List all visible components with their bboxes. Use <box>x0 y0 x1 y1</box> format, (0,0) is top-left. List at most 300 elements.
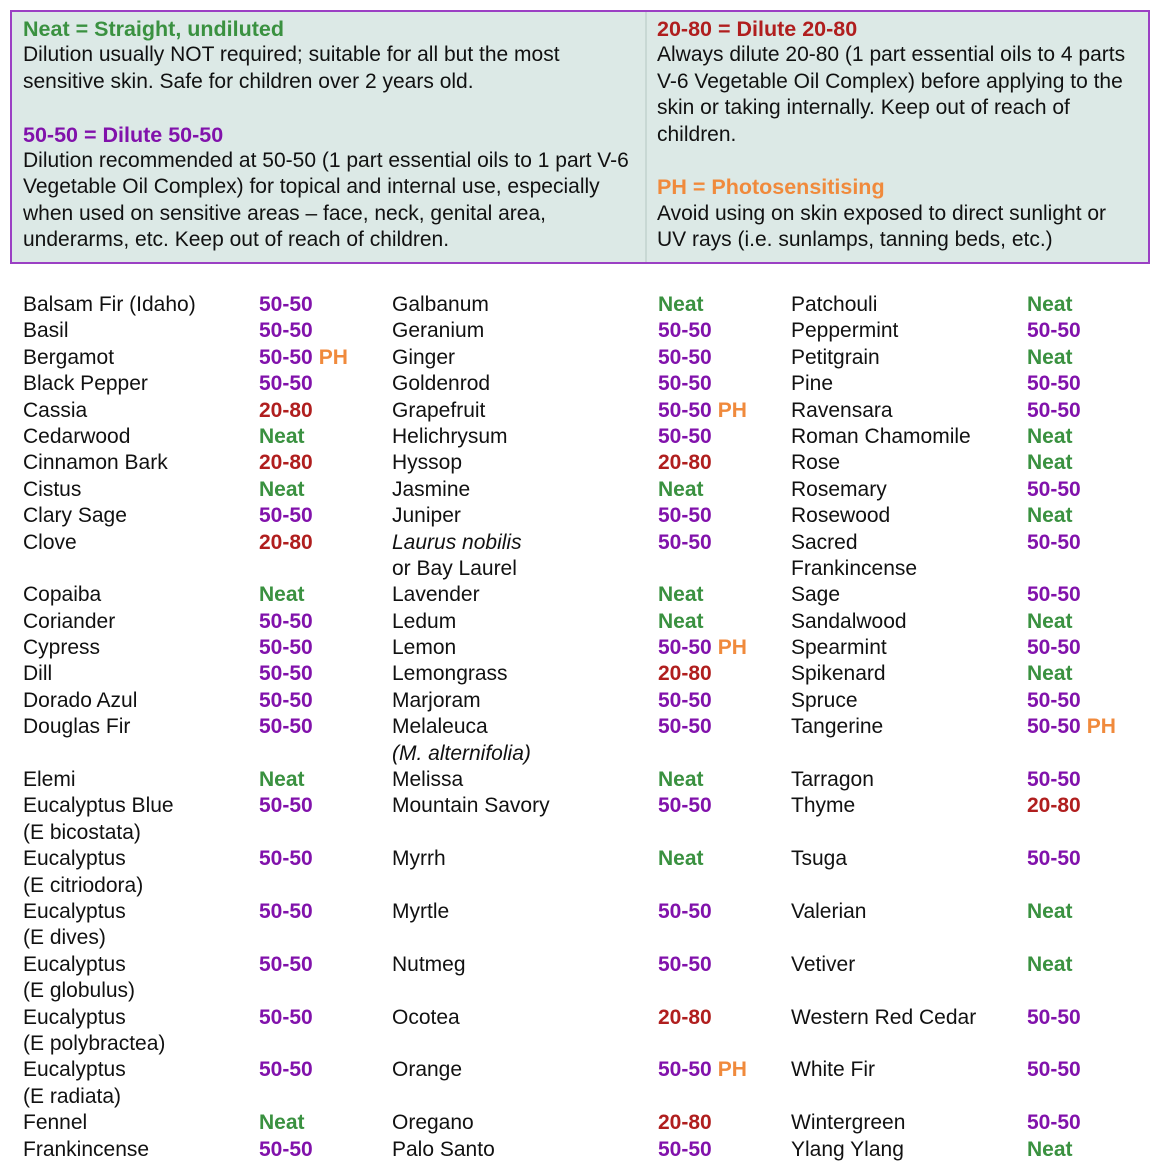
dilution-value <box>259 688 313 714</box>
photosensitising-badge: PH <box>1086 715 1116 739</box>
oil-name <box>392 292 489 318</box>
dilution-value <box>259 635 313 661</box>
dilution-value <box>259 952 313 978</box>
dilution-label: 50-50 <box>259 952 313 976</box>
oil-name <box>23 318 69 344</box>
dilution-value <box>259 292 313 318</box>
oil-name-subline: or Bay Laurel <box>392 556 517 580</box>
dilution-value <box>658 714 712 740</box>
oil-name <box>791 530 917 583</box>
oil-name <box>791 1057 875 1083</box>
oil-name <box>392 582 480 608</box>
dilution-label: 20-80 <box>259 451 313 475</box>
dilution-value <box>259 661 313 687</box>
oil-name <box>791 292 877 318</box>
dilution-value <box>259 1057 313 1083</box>
oil-name-line: Cypress <box>23 636 101 660</box>
twenty-legend-text: Always dilute 20-80 (1 part essential oils to 4 parts V-6 Vegetable Oil Complex) before applying to the skin or taking internally. Keep out of reach of children. <box>657 43 1126 146</box>
oil-name-line: Eucalyptus <box>23 900 126 924</box>
dilution-value <box>1027 899 1073 925</box>
dilution-value <box>1027 1110 1081 1136</box>
dilution-label: 20-80 <box>658 662 712 686</box>
dilution-label: 50-50 <box>658 398 712 422</box>
dilution-value <box>259 1137 313 1163</box>
ph-legend-title: PH = Photosensitising <box>657 175 885 200</box>
dilution-label: 50-50 <box>259 900 313 924</box>
oil-name <box>791 345 880 371</box>
oil-name <box>23 952 135 1005</box>
dilution-value <box>1027 793 1081 819</box>
dilution-value <box>259 503 313 529</box>
photosensitising-badge: PH <box>717 1058 747 1082</box>
dilution-value <box>259 846 313 872</box>
dilution-value <box>259 582 305 608</box>
dilution-label: 50-50 <box>658 688 712 712</box>
dilution-label: 50-50 <box>259 847 313 871</box>
oil-name <box>392 1057 462 1083</box>
dilution-label: 50-50 <box>259 372 313 396</box>
dilution-label: 50-50 <box>1027 319 1081 343</box>
oil-name-line: Coriander <box>23 609 116 633</box>
oil-name-line: Elemi <box>23 768 76 792</box>
dilution-value <box>1027 582 1081 608</box>
oil-name-line: Lavender <box>392 583 480 607</box>
dilution-value <box>658 661 712 687</box>
oil-name <box>392 371 490 397</box>
oil-name <box>392 952 466 978</box>
oil-name <box>392 345 455 371</box>
dilution-label: 50-50 <box>1027 1005 1081 1029</box>
oil-name <box>791 609 907 635</box>
dilution-label: Neat <box>658 609 704 633</box>
dilution-label: 50-50 <box>658 900 712 924</box>
dilution-value <box>658 1005 712 1031</box>
dilution-label: Neat <box>658 293 704 316</box>
oil-name-line: Palo Santo <box>392 1137 495 1161</box>
dilution-label: Neat <box>1027 952 1073 976</box>
dilution-value <box>1027 292 1073 318</box>
dilution-value <box>1027 1057 1081 1083</box>
photosensitising-badge: PH <box>318 345 348 369</box>
oil-name-line: Petitgrain <box>791 345 880 369</box>
oil-name <box>392 477 470 503</box>
oil-name <box>23 371 148 397</box>
oil-name-line: Fennel <box>23 1111 88 1135</box>
oil-name-line: Mountain Savory <box>392 794 550 818</box>
dilution-value <box>658 345 712 371</box>
dilution-value <box>658 846 704 872</box>
oil-name <box>23 609 115 635</box>
dilution-value <box>259 530 313 556</box>
dilution-label: 50-50 <box>259 504 313 528</box>
oil-name-line: Sacred <box>791 530 858 554</box>
dilution-label: 50-50 <box>1027 372 1081 396</box>
oil-name-line: Western Red Cedar <box>791 1005 977 1029</box>
dilution-label: 50-50 <box>658 715 712 739</box>
oil-name-subline: (E polybractea) <box>23 1032 166 1056</box>
oil-name-line: Nutmeg <box>392 952 466 976</box>
dilution-value <box>259 450 313 476</box>
oil-name-line: Balsam Fir (Idaho) <box>23 293 196 316</box>
dilution-value <box>658 582 704 608</box>
dilution-label: Neat <box>1027 1137 1073 1161</box>
oil-name <box>23 1005 165 1058</box>
oil-name-line: Vetiver <box>791 952 856 976</box>
dilution-label: 50-50 <box>1027 477 1081 501</box>
oil-name-line: Grapefruit <box>392 398 486 422</box>
oil-name <box>791 477 887 503</box>
dilution-label: 50-50 <box>658 319 712 343</box>
dilution-label: Neat <box>658 477 704 501</box>
oil-name <box>791 1005 976 1031</box>
dilution-label: 50-50 <box>1027 398 1081 422</box>
dilution-label: 50-50 <box>658 530 712 554</box>
oil-name <box>23 477 81 503</box>
oil-name-line: Basil <box>23 319 69 343</box>
dilution-value <box>259 1110 305 1136</box>
dilution-value <box>1027 450 1073 476</box>
dilution-value <box>1027 714 1116 740</box>
dilution-label: Neat <box>1027 345 1073 369</box>
dilution-value <box>259 793 313 819</box>
oil-name-line: Myrtle <box>392 900 450 924</box>
dilution-label: 50-50 <box>1027 636 1081 660</box>
oil-name-line: Ginger <box>392 345 456 369</box>
dilution-label: Neat <box>1027 609 1073 633</box>
ph-legend-text: Avoid using on skin exposed to direct sunlight or UV rays (i.e. sunlamps, tanning beds, etc.) <box>657 201 1107 252</box>
oil-name-subline: (E globulus) <box>23 979 136 1003</box>
dilution-label: Neat <box>1027 424 1073 448</box>
dilution-value <box>658 424 712 450</box>
dilution-label: 50-50 <box>1027 768 1081 792</box>
oil-name-line: Wintergreen <box>791 1111 906 1135</box>
dilution-label: Neat <box>259 1111 305 1135</box>
dilution-label: 50-50 <box>1027 530 1081 554</box>
dilution-value <box>658 1057 747 1083</box>
oil-name <box>791 952 855 978</box>
oil-name <box>791 846 847 872</box>
oil-name-line: Marjoram <box>392 688 481 712</box>
oil-name-line: Tsuga <box>791 847 848 871</box>
dilution-legend <box>10 10 1150 264</box>
dilution-value <box>1027 1137 1073 1163</box>
oil-name <box>23 1057 126 1110</box>
dilution-value <box>259 398 313 424</box>
dilution-label: 50-50 <box>259 1137 313 1161</box>
oil-name-subline: (E dives) <box>23 926 106 950</box>
dilution-label: 50-50 <box>658 952 712 976</box>
dilution-value <box>259 767 305 793</box>
oil-name-line: Lemongrass <box>392 662 508 686</box>
dilution-label: 50-50 <box>259 636 313 660</box>
dilution-label: 50-50 <box>658 424 712 448</box>
oil-name <box>392 793 550 819</box>
dilution-label: 50-50 <box>658 1058 712 1082</box>
oil-name-line: Valerian <box>791 900 867 924</box>
oil-name <box>392 767 463 793</box>
oil-name-line: Clove <box>23 530 77 554</box>
dilution-label: Neat <box>658 583 704 607</box>
oil-name <box>392 1137 495 1163</box>
dilution-value <box>259 714 313 740</box>
dilution-value <box>1027 635 1081 661</box>
oil-name <box>23 450 168 476</box>
oil-name <box>392 688 481 714</box>
dilution-label: 50-50 <box>658 504 712 528</box>
dilution-value <box>1027 846 1081 872</box>
oil-name-line: Myrrh <box>392 847 446 871</box>
oil-name-line: Frankincense <box>23 1137 150 1161</box>
dilution-label: 50-50 <box>658 636 712 660</box>
dilution-value <box>1027 661 1073 687</box>
oil-name-line: Galbanum <box>392 293 489 316</box>
oil-name-line: Sage <box>791 583 841 607</box>
dilution-value <box>658 952 712 978</box>
dilution-value <box>259 424 305 450</box>
dilution-label: 50-50 <box>259 662 313 686</box>
oil-name <box>791 1137 904 1163</box>
twenty-legend-title: 20-80 = Dilute 20-80 <box>657 17 858 41</box>
oil-name-line: Cinnamon Bark <box>23 451 168 475</box>
dilution-value <box>259 1005 313 1031</box>
oil-name <box>791 899 867 925</box>
dilution-label: Neat <box>658 768 704 792</box>
oil-name <box>23 846 143 899</box>
fifty-legend-title: 50-50 = Dilute 50-50 <box>23 122 224 147</box>
neat-legend-text: Dilution usually NOT required; suitable for all but the most sensitive skin. Safe for children over 2 years old. <box>23 43 560 93</box>
dilution-value <box>1027 952 1073 978</box>
oil-name-line: Sandalwood <box>791 609 907 633</box>
oil-name <box>791 582 840 608</box>
dilution-label: 50-50 <box>658 372 712 396</box>
oil-name <box>791 371 833 397</box>
oil-name-line: Bergamot <box>23 345 115 369</box>
dilution-value <box>259 899 313 925</box>
oil-name-line: Geranium <box>392 319 485 343</box>
oil-name <box>791 318 898 344</box>
dilution-label: Neat <box>1027 900 1073 924</box>
oil-name <box>23 582 101 608</box>
dilution-label: 20-80 <box>658 1111 712 1135</box>
oil-name-line: Tarragon <box>791 768 874 792</box>
dilution-label: Neat <box>259 583 305 607</box>
oil-name-line: Clary Sage <box>23 504 127 528</box>
oil-name-line: Eucalyptus <box>23 1058 126 1082</box>
oil-name <box>392 635 456 661</box>
oil-name-line: Helichrysum <box>392 424 508 448</box>
dilution-value <box>1027 609 1073 635</box>
dilution-value <box>259 318 313 344</box>
dilution-label: Neat <box>1027 293 1073 316</box>
neat-legend-title: Neat = Straight, undiluted <box>23 17 285 41</box>
oil-name <box>23 767 76 793</box>
oil-name-line: Cedarwood <box>23 424 131 448</box>
oil-name <box>392 398 485 424</box>
dilution-value <box>1027 477 1081 503</box>
oil-name <box>23 1110 87 1136</box>
dilution-value <box>1027 503 1073 529</box>
dilution-value <box>1027 371 1081 397</box>
oil-name-line: Eucalyptus <box>23 1005 126 1029</box>
dilution-value <box>259 609 313 635</box>
oil-name <box>23 503 127 529</box>
fifty-legend-text: Dilution recommended at 50-50 (1 part essential oils to 1 part V-6 Vegetable Oil Complex) for topical and internal use, especially when used on sensitive areas – face, neck, genital area, underarms, etc. Keep out of reach of children. <box>23 149 629 252</box>
oil-name <box>23 424 130 450</box>
photosensitising-badge: PH <box>717 398 747 422</box>
oil-name <box>23 688 137 714</box>
oil-name-line: Ravensara <box>791 398 893 422</box>
oil-name <box>791 767 874 793</box>
oil-name <box>23 793 174 846</box>
oil-name-line: Rosewood <box>791 504 891 528</box>
oil-name-line: Hyssop <box>392 451 463 475</box>
dilution-label: 50-50 <box>259 1005 313 1029</box>
oil-name <box>23 292 196 318</box>
dilution-label: 50-50 <box>1027 688 1081 712</box>
oil-name <box>392 846 446 872</box>
oil-name-subline: (M. alternifolia) <box>392 741 531 765</box>
dilution-value <box>658 767 704 793</box>
dilution-value <box>259 345 348 371</box>
dilution-value <box>1027 767 1081 793</box>
photosensitising-badge: PH <box>717 636 747 660</box>
dilution-value <box>658 899 712 925</box>
dilution-label: 50-50 <box>259 688 313 712</box>
oil-name-line: Ocotea <box>392 1005 460 1029</box>
oil-name <box>23 398 87 424</box>
oil-name <box>23 530 77 556</box>
oil-name <box>791 688 858 714</box>
oil-name <box>23 714 130 740</box>
dilution-value <box>259 371 313 397</box>
dilution-label: 50-50 <box>1027 715 1081 739</box>
oil-name <box>392 450 462 476</box>
oil-name <box>791 793 855 819</box>
oil-name-line: Laurus nobilis <box>392 530 522 554</box>
oil-name-line: Eucalyptus Blue <box>23 794 174 818</box>
dilution-label: 50-50 <box>259 293 313 316</box>
oil-name-line: Ledum <box>392 609 457 633</box>
dilution-label: 20-80 <box>1027 794 1081 818</box>
dilution-value <box>658 398 747 424</box>
oil-name <box>392 1005 460 1031</box>
dilution-label: Neat <box>259 477 305 501</box>
oil-name-line: Cassia <box>23 398 88 422</box>
oil-name-line: Spikenard <box>791 662 886 686</box>
dilution-label: 50-50 <box>259 609 313 633</box>
oil-name <box>791 398 893 424</box>
dilution-value <box>658 292 704 318</box>
oil-name <box>392 424 508 450</box>
dilution-label: Neat <box>259 424 305 448</box>
oil-name-line: Rosemary <box>791 477 887 501</box>
oil-name-line: Melissa <box>392 768 464 792</box>
dilution-label: 50-50 <box>259 1058 313 1082</box>
oil-name <box>791 661 886 687</box>
oil-name-line: Pine <box>791 372 834 396</box>
oil-name <box>392 318 484 344</box>
dilution-label: 50-50 <box>1027 847 1081 871</box>
dilution-label: 50-50 <box>1027 1111 1081 1135</box>
dilution-label: 50-50 <box>259 345 313 369</box>
oil-name-line: White Fir <box>791 1058 875 1082</box>
dilution-value <box>658 450 712 476</box>
dilution-label: 50-50 <box>1027 583 1081 607</box>
oil-name-line: Eucalyptus <box>23 847 126 871</box>
oil-name <box>392 530 522 583</box>
dilution-label: 20-80 <box>259 398 313 422</box>
oil-name-line: Spruce <box>791 688 858 712</box>
oil-name-line: Oregano <box>392 1111 474 1135</box>
oil-name <box>23 899 126 952</box>
oil-name <box>392 609 456 635</box>
oil-name <box>23 345 114 371</box>
dilution-label: 50-50 <box>658 345 712 369</box>
dilution-label: 50-50 <box>658 1137 712 1161</box>
dilution-label: 50-50 <box>259 715 313 739</box>
oil-name <box>791 450 840 476</box>
dilution-value <box>1027 1005 1081 1031</box>
dilution-label: 50-50 <box>259 319 313 343</box>
oil-name-subline: (E bicostata) <box>23 820 141 844</box>
oil-name-line: Cistus <box>23 477 82 501</box>
dilution-label: Neat <box>1027 451 1073 475</box>
oil-name-line: Thyme <box>791 794 856 818</box>
oil-name-line: Jasmine <box>392 477 471 501</box>
dilution-value <box>259 477 305 503</box>
dilution-value <box>1027 398 1081 424</box>
oil-name-line: Black Pepper <box>23 372 148 396</box>
oil-name-line: Copaiba <box>23 583 102 607</box>
dilution-label: 50-50 <box>259 794 313 818</box>
oil-name <box>392 503 461 529</box>
oil-name-line: Melaleuca <box>392 715 488 739</box>
dilution-value <box>658 793 712 819</box>
dilution-value <box>658 1110 712 1136</box>
dilution-value <box>658 503 712 529</box>
oil-name <box>23 661 52 687</box>
oil-name-line: Peppermint <box>791 319 899 343</box>
oil-name-line: Douglas Fir <box>23 715 131 739</box>
oil-name-line: Dorado Azul <box>23 688 138 712</box>
oil-name-subline: (E radiata) <box>23 1084 122 1108</box>
oil-name <box>23 635 100 661</box>
oil-name-line: Tangerine <box>791 715 884 739</box>
dilution-value <box>1027 688 1081 714</box>
oil-name-line: Dill <box>23 662 53 686</box>
dilution-value <box>1027 530 1081 556</box>
dilution-value <box>658 477 704 503</box>
oil-name <box>392 661 508 687</box>
oil-name-line: Orange <box>392 1058 463 1082</box>
oil-name-line: Patchouli <box>791 293 878 316</box>
oil-name <box>791 503 890 529</box>
legend-right <box>647 12 1148 262</box>
dilution-label: 50-50 <box>1027 1058 1081 1082</box>
dilution-value <box>658 1137 712 1163</box>
dilution-label: Neat <box>259 768 305 792</box>
oil-name <box>23 1137 149 1163</box>
oil-name-line: Roman Chamomile <box>791 424 971 448</box>
dilution-value <box>1027 345 1073 371</box>
legend-left <box>12 12 647 262</box>
oil-name <box>392 1110 474 1136</box>
oil-name <box>392 899 449 925</box>
oil-name <box>791 1110 905 1136</box>
oil-name-line: Goldenrod <box>392 372 491 396</box>
dilution-value <box>658 371 712 397</box>
dilution-value <box>658 635 747 661</box>
